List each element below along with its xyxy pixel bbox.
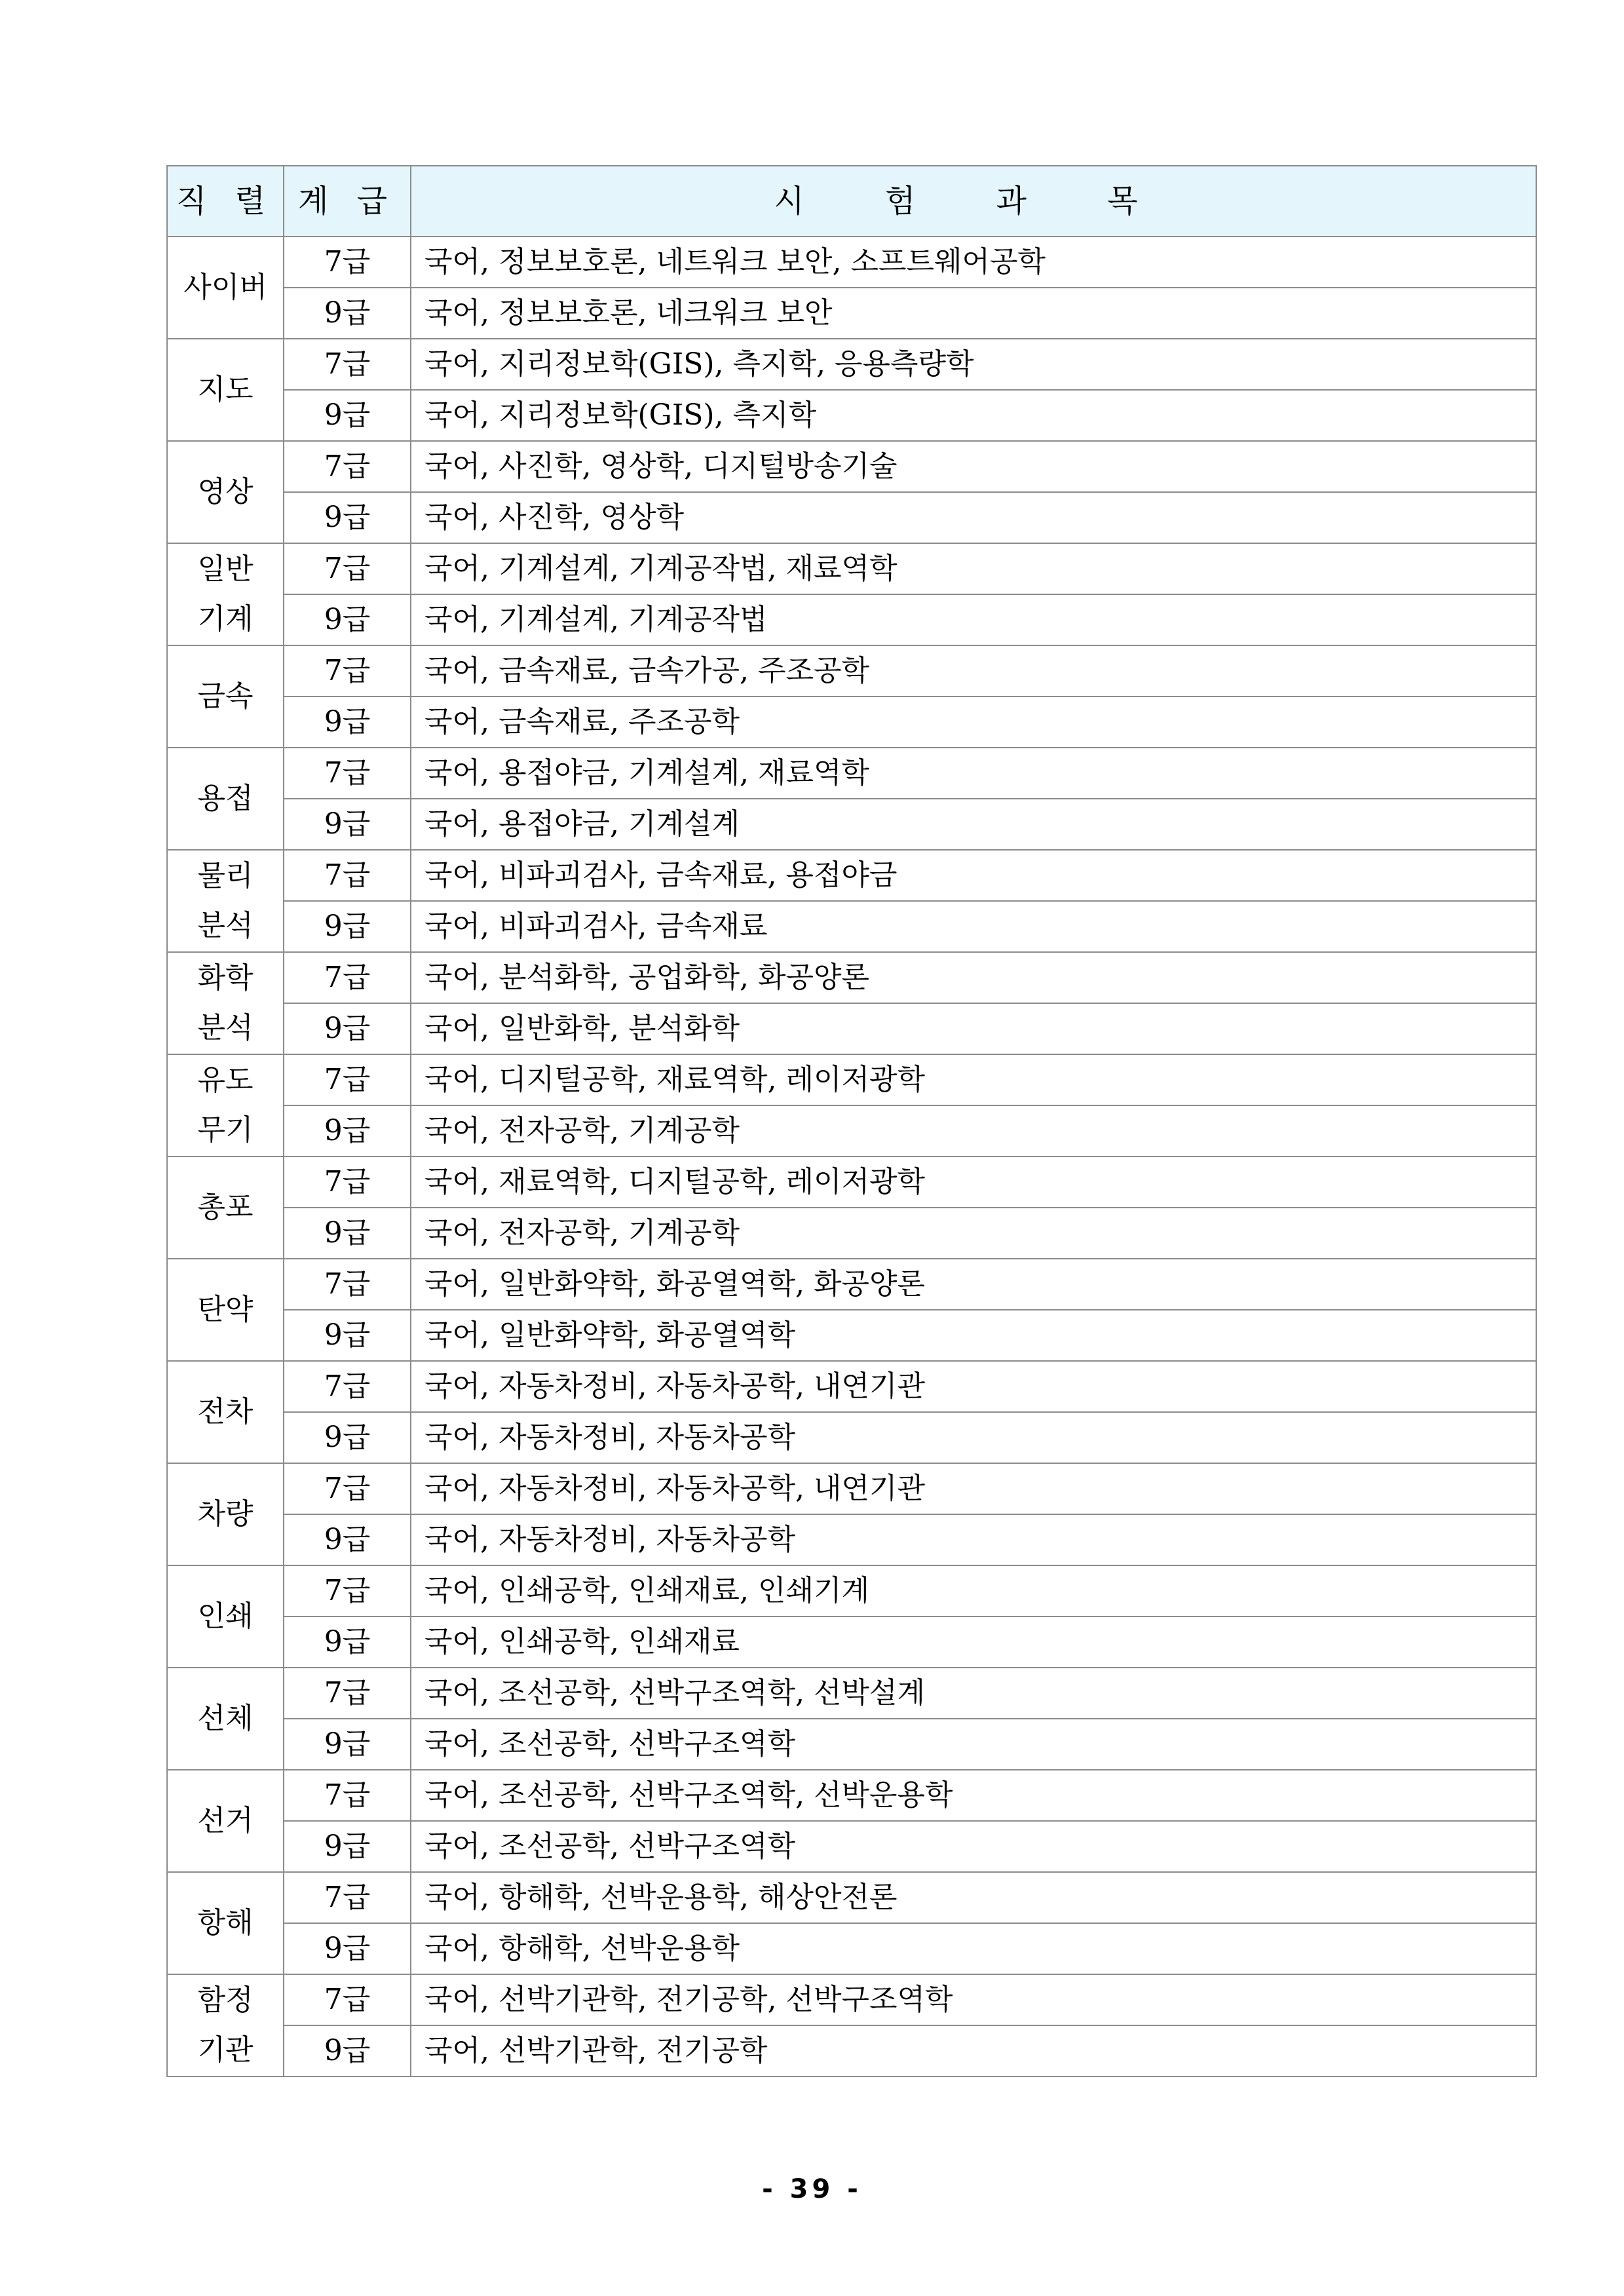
table-row (167, 1719, 1536, 1770)
table-row (167, 1105, 1536, 1157)
grade-cell: 7급 (284, 1157, 411, 1208)
grade-cell: 9급 (284, 1923, 411, 1974)
table-row (167, 594, 1536, 645)
grade-cell: 9급 (284, 1412, 411, 1463)
grade-cell: 9급 (284, 1719, 411, 1770)
table-row (167, 1259, 1536, 1310)
grade-cell: 7급 (284, 543, 411, 594)
grade-cell: 9급 (284, 1208, 411, 1259)
subjects-cell: 국어, 용접야금, 기계설계, 재료역학 (411, 748, 1536, 799)
grade-cell: 7급 (284, 1872, 411, 1923)
subjects-cell: 국어, 금속재료, 금속가공, 주조공학 (411, 645, 1536, 697)
series-line: 유도 (197, 1063, 254, 1097)
grade-cell: 7급 (284, 1668, 411, 1719)
subjects-cell: 국어, 일반화약학, 화공열역학 (411, 1310, 1536, 1361)
grade-cell: 9급 (284, 1617, 411, 1668)
grade-cell: 9급 (284, 390, 411, 441)
series-cell: 선체 (167, 1668, 284, 1770)
table-row (167, 1514, 1536, 1565)
table-row (167, 1361, 1536, 1412)
table-row (167, 492, 1536, 543)
table-row (167, 1668, 1536, 1719)
series-cell: 용접 (167, 748, 284, 850)
table-row (167, 339, 1536, 390)
grade-cell: 7급 (284, 441, 411, 492)
grade-cell: 9급 (284, 1105, 411, 1157)
subjects-cell: 국어, 정보보호론, 네트워크 보안, 소프트웨어공학 (411, 237, 1536, 288)
table-row (167, 1463, 1536, 1514)
subjects-cell: 국어, 기계설계, 기계공작법 (411, 594, 1536, 645)
subjects-cell: 국어, 조선공학, 선박구조역학, 선박설계 (411, 1668, 1536, 1719)
series-cell: 전차 (167, 1361, 284, 1463)
series-line: 기계 (197, 602, 254, 636)
table-row (167, 1923, 1536, 1974)
grade-cell: 9급 (284, 2025, 411, 2076)
grade-cell: 7급 (284, 952, 411, 1003)
grade-cell: 7급 (284, 1054, 411, 1105)
grade-cell: 9급 (284, 697, 411, 748)
grade-cell: 7급 (284, 850, 411, 901)
subjects-cell: 국어, 선박기관학, 전기공학, 선박구조역학 (411, 1974, 1536, 2025)
series-line: 물리 (197, 859, 254, 892)
subjects-cell: 국어, 전자공학, 기계공학 (411, 1208, 1536, 1259)
table-row (167, 1872, 1536, 1923)
table-row (167, 748, 1536, 799)
subjects-cell: 국어, 일반화학, 분석화학 (411, 1003, 1536, 1054)
subjects-cell: 국어, 사진학, 영상학, 디지털방송기술 (411, 441, 1536, 492)
series-cell: 총포 (167, 1157, 284, 1259)
subjects-cell: 국어, 선박기관학, 전기공학 (411, 2025, 1536, 2076)
table-row (167, 543, 1536, 594)
subjects-cell: 국어, 지리정보학(GIS), 측지학, 응용측량학 (411, 339, 1536, 390)
series-cell: 차량 (167, 1463, 284, 1565)
subjects-cell: 국어, 항해학, 선박운용학, 해상안전론 (411, 1872, 1536, 1923)
subjects-cell: 국어, 디지털공학, 재료역학, 레이저광학 (411, 1054, 1536, 1105)
subjects-cell: 국어, 자동차정비, 자동차공학, 내연기관 (411, 1361, 1536, 1412)
table-row (167, 952, 1536, 1003)
grade-cell: 9급 (284, 1821, 411, 1872)
series-cell (167, 850, 284, 952)
grade-cell: 7급 (284, 1463, 411, 1514)
table-row (167, 441, 1536, 492)
grade-cell: 7급 (284, 1259, 411, 1310)
grade-cell: 9급 (284, 1310, 411, 1361)
subjects-cell: 국어, 인쇄공학, 인쇄재료 (411, 1617, 1536, 1668)
subjects-cell: 국어, 인쇄공학, 인쇄재료, 인쇄기계 (411, 1565, 1536, 1617)
series-cell: 사이버 (167, 237, 284, 339)
subjects-cell: 국어, 자동차정비, 자동차공학 (411, 1412, 1536, 1463)
subjects-cell: 국어, 자동차정비, 자동차공학 (411, 1514, 1536, 1565)
table-row (167, 1208, 1536, 1259)
series-line: 기관 (197, 2033, 254, 2067)
table-row (167, 1974, 1536, 2025)
grade-cell: 9급 (284, 594, 411, 645)
table-row (167, 850, 1536, 901)
table-row (167, 1157, 1536, 1208)
table-body (167, 237, 1536, 2076)
subjects-cell: 국어, 전자공학, 기계공학 (411, 1105, 1536, 1157)
grade-cell: 7급 (284, 748, 411, 799)
table-row (167, 1821, 1536, 1872)
grade-cell: 7급 (284, 339, 411, 390)
table-row (167, 697, 1536, 748)
table-row (167, 799, 1536, 850)
subjects-cell: 국어, 비파괴검사, 금속재료 (411, 901, 1536, 952)
series-cell: 선거 (167, 1770, 284, 1872)
series-cell: 탄약 (167, 1259, 284, 1361)
grade-cell: 9급 (284, 288, 411, 339)
subjects-cell: 국어, 기계설계, 기계공작법, 재료역학 (411, 543, 1536, 594)
table-header-row (167, 166, 1536, 237)
series-line: 분석 (197, 1011, 254, 1044)
series-cell (167, 543, 284, 645)
header-subjects: 시 험 과 목 (411, 166, 1536, 237)
grade-cell: 9급 (284, 799, 411, 850)
grade-cell: 9급 (284, 1514, 411, 1565)
table-row (167, 1565, 1536, 1617)
series-line: 일반 (197, 552, 254, 586)
subjects-cell: 국어, 자동차정비, 자동차공학, 내연기관 (411, 1463, 1536, 1514)
subjects-cell: 국어, 조선공학, 선박구조역학 (411, 1719, 1536, 1770)
series-cell (167, 952, 284, 1054)
grade-cell: 9급 (284, 1003, 411, 1054)
subjects-cell: 국어, 지리정보학(GIS), 측지학 (411, 390, 1536, 441)
table-row (167, 1617, 1536, 1668)
table-row (167, 645, 1536, 697)
series-line: 화학 (197, 961, 254, 995)
table-row (167, 390, 1536, 441)
grade-cell: 7급 (284, 1361, 411, 1412)
table-row (167, 901, 1536, 952)
subjects-cell: 국어, 조선공학, 선박구조역학 (411, 1821, 1536, 1872)
subjects-cell: 국어, 항해학, 선박운용학 (411, 1923, 1536, 1974)
page-number: - 39 - (762, 2174, 862, 2204)
grade-cell: 9급 (284, 492, 411, 543)
grade-cell: 9급 (284, 901, 411, 952)
subjects-cell: 국어, 용접야금, 기계설계 (411, 799, 1536, 850)
table-row (167, 1770, 1536, 1821)
table-row (167, 1310, 1536, 1361)
table-row (167, 288, 1536, 339)
grade-cell: 7급 (284, 1565, 411, 1617)
series-cell (167, 1974, 284, 2076)
series-line: 분석 (197, 909, 254, 942)
table-row (167, 1003, 1536, 1054)
subjects-cell: 국어, 정보보호론, 네크워크 보안 (411, 288, 1536, 339)
header-grade: 계 급 (284, 166, 411, 237)
series-cell (167, 1054, 284, 1157)
grade-cell: 7급 (284, 1770, 411, 1821)
series-cell: 인쇄 (167, 1565, 284, 1668)
subjects-cell: 국어, 일반화약학, 화공열역학, 화공양론 (411, 1259, 1536, 1310)
subjects-cell: 국어, 비파괴검사, 금속재료, 용접야금 (411, 850, 1536, 901)
series-line: 함정 (197, 1983, 254, 2017)
series-line: 무기 (197, 1113, 254, 1147)
grade-cell: 7급 (284, 237, 411, 288)
series-cell: 항해 (167, 1872, 284, 1974)
table-row (167, 1054, 1536, 1105)
subjects-cell: 국어, 사진학, 영상학 (411, 492, 1536, 543)
table-row (167, 2025, 1536, 2076)
series-cell: 지도 (167, 339, 284, 441)
table-row (167, 1412, 1536, 1463)
grade-cell: 7급 (284, 1974, 411, 2025)
subjects-cell: 국어, 재료역학, 디지털공학, 레이저광학 (411, 1157, 1536, 1208)
exam-subjects-table (166, 165, 1537, 2077)
subjects-cell: 국어, 조선공학, 선박구조역학, 선박운용학 (411, 1770, 1536, 1821)
series-cell: 영상 (167, 441, 284, 543)
table-row (167, 237, 1536, 288)
header-series: 직 렬 (167, 166, 284, 237)
subjects-cell: 국어, 분석화학, 공업화학, 화공양론 (411, 952, 1536, 1003)
series-cell: 금속 (167, 645, 284, 748)
subjects-cell: 국어, 금속재료, 주조공학 (411, 697, 1536, 748)
grade-cell: 7급 (284, 645, 411, 697)
